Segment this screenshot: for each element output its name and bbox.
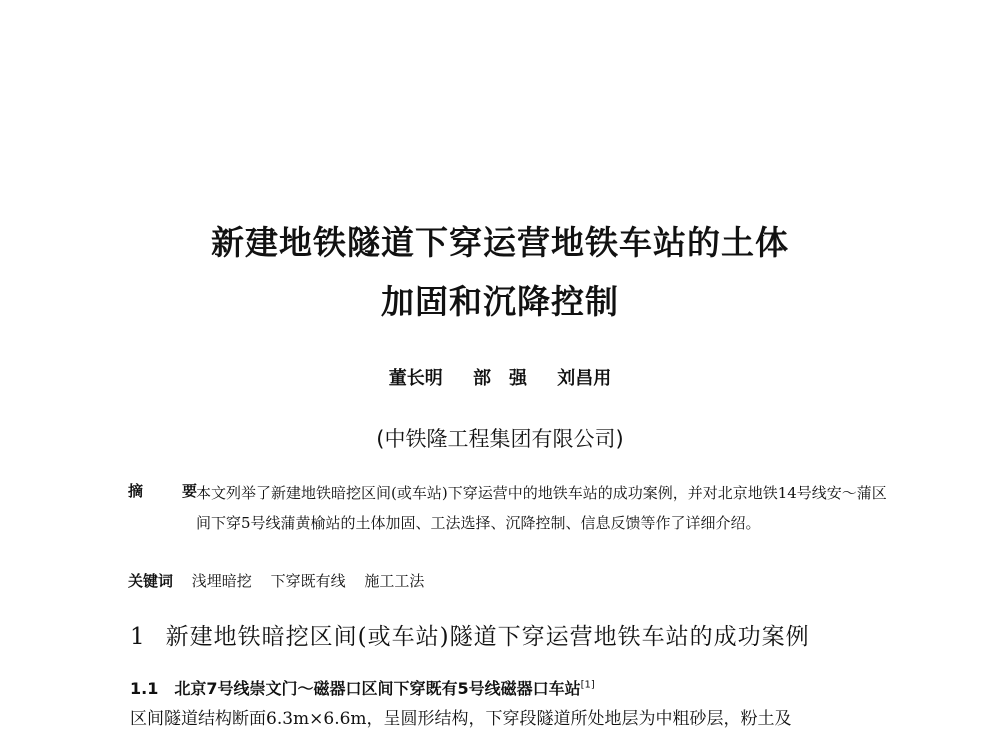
keyword-item: 浅埋暗挖 <box>191 572 252 590</box>
abstract-label: 摘 要 <box>128 482 210 500</box>
paper-title-line-2: 加固和沉降控制 <box>381 282 619 321</box>
section-heading <box>130 618 810 651</box>
author-name: 部 强 <box>473 368 527 389</box>
keyword-item: 施工工法 <box>364 572 425 590</box>
section-number: 1 <box>130 624 146 650</box>
author-affiliation: (中铁隆工程集团有限公司) <box>376 427 624 451</box>
subsection-number: 1.1 <box>130 679 159 698</box>
keywords-label: 关键词 <box>128 572 174 590</box>
author-name: 董长明 <box>388 368 443 389</box>
author-name: 刘昌用 <box>557 368 612 389</box>
keyword-item: 下穿既有线 <box>270 572 346 590</box>
subsection-heading <box>130 676 595 699</box>
section-title: 新建地铁暗挖区间(或车站)隧道下穿运营地铁车站的成功案例 <box>165 624 810 650</box>
abstract-text: 本文列举了新建地铁暗挖区间(或车站)下穿运营中的地铁车站的成功案例，并对北京地铁14号线安～蒲区间下穿5号线蒲黄榆站的土体加固、工法选择、沉降控制、信息反馈等作了详细介绍。 <box>196 484 887 532</box>
reference-marker: [1] <box>580 679 595 691</box>
author-list <box>0 364 1000 390</box>
keywords-row <box>128 570 438 591</box>
subsection-title: 北京7号线崇文门～磁器口区间下穿既有5号线磁器口车站 <box>174 679 581 698</box>
paper-title-line-1: 新建地铁隧道下穿运营地铁车站的土体 <box>211 223 789 262</box>
body-paragraph: 区间隧道结构断面6.3m×6.6m，呈圆形结构，下穿段隧道所处地层为中粗砂层，粉土及 <box>130 709 792 729</box>
